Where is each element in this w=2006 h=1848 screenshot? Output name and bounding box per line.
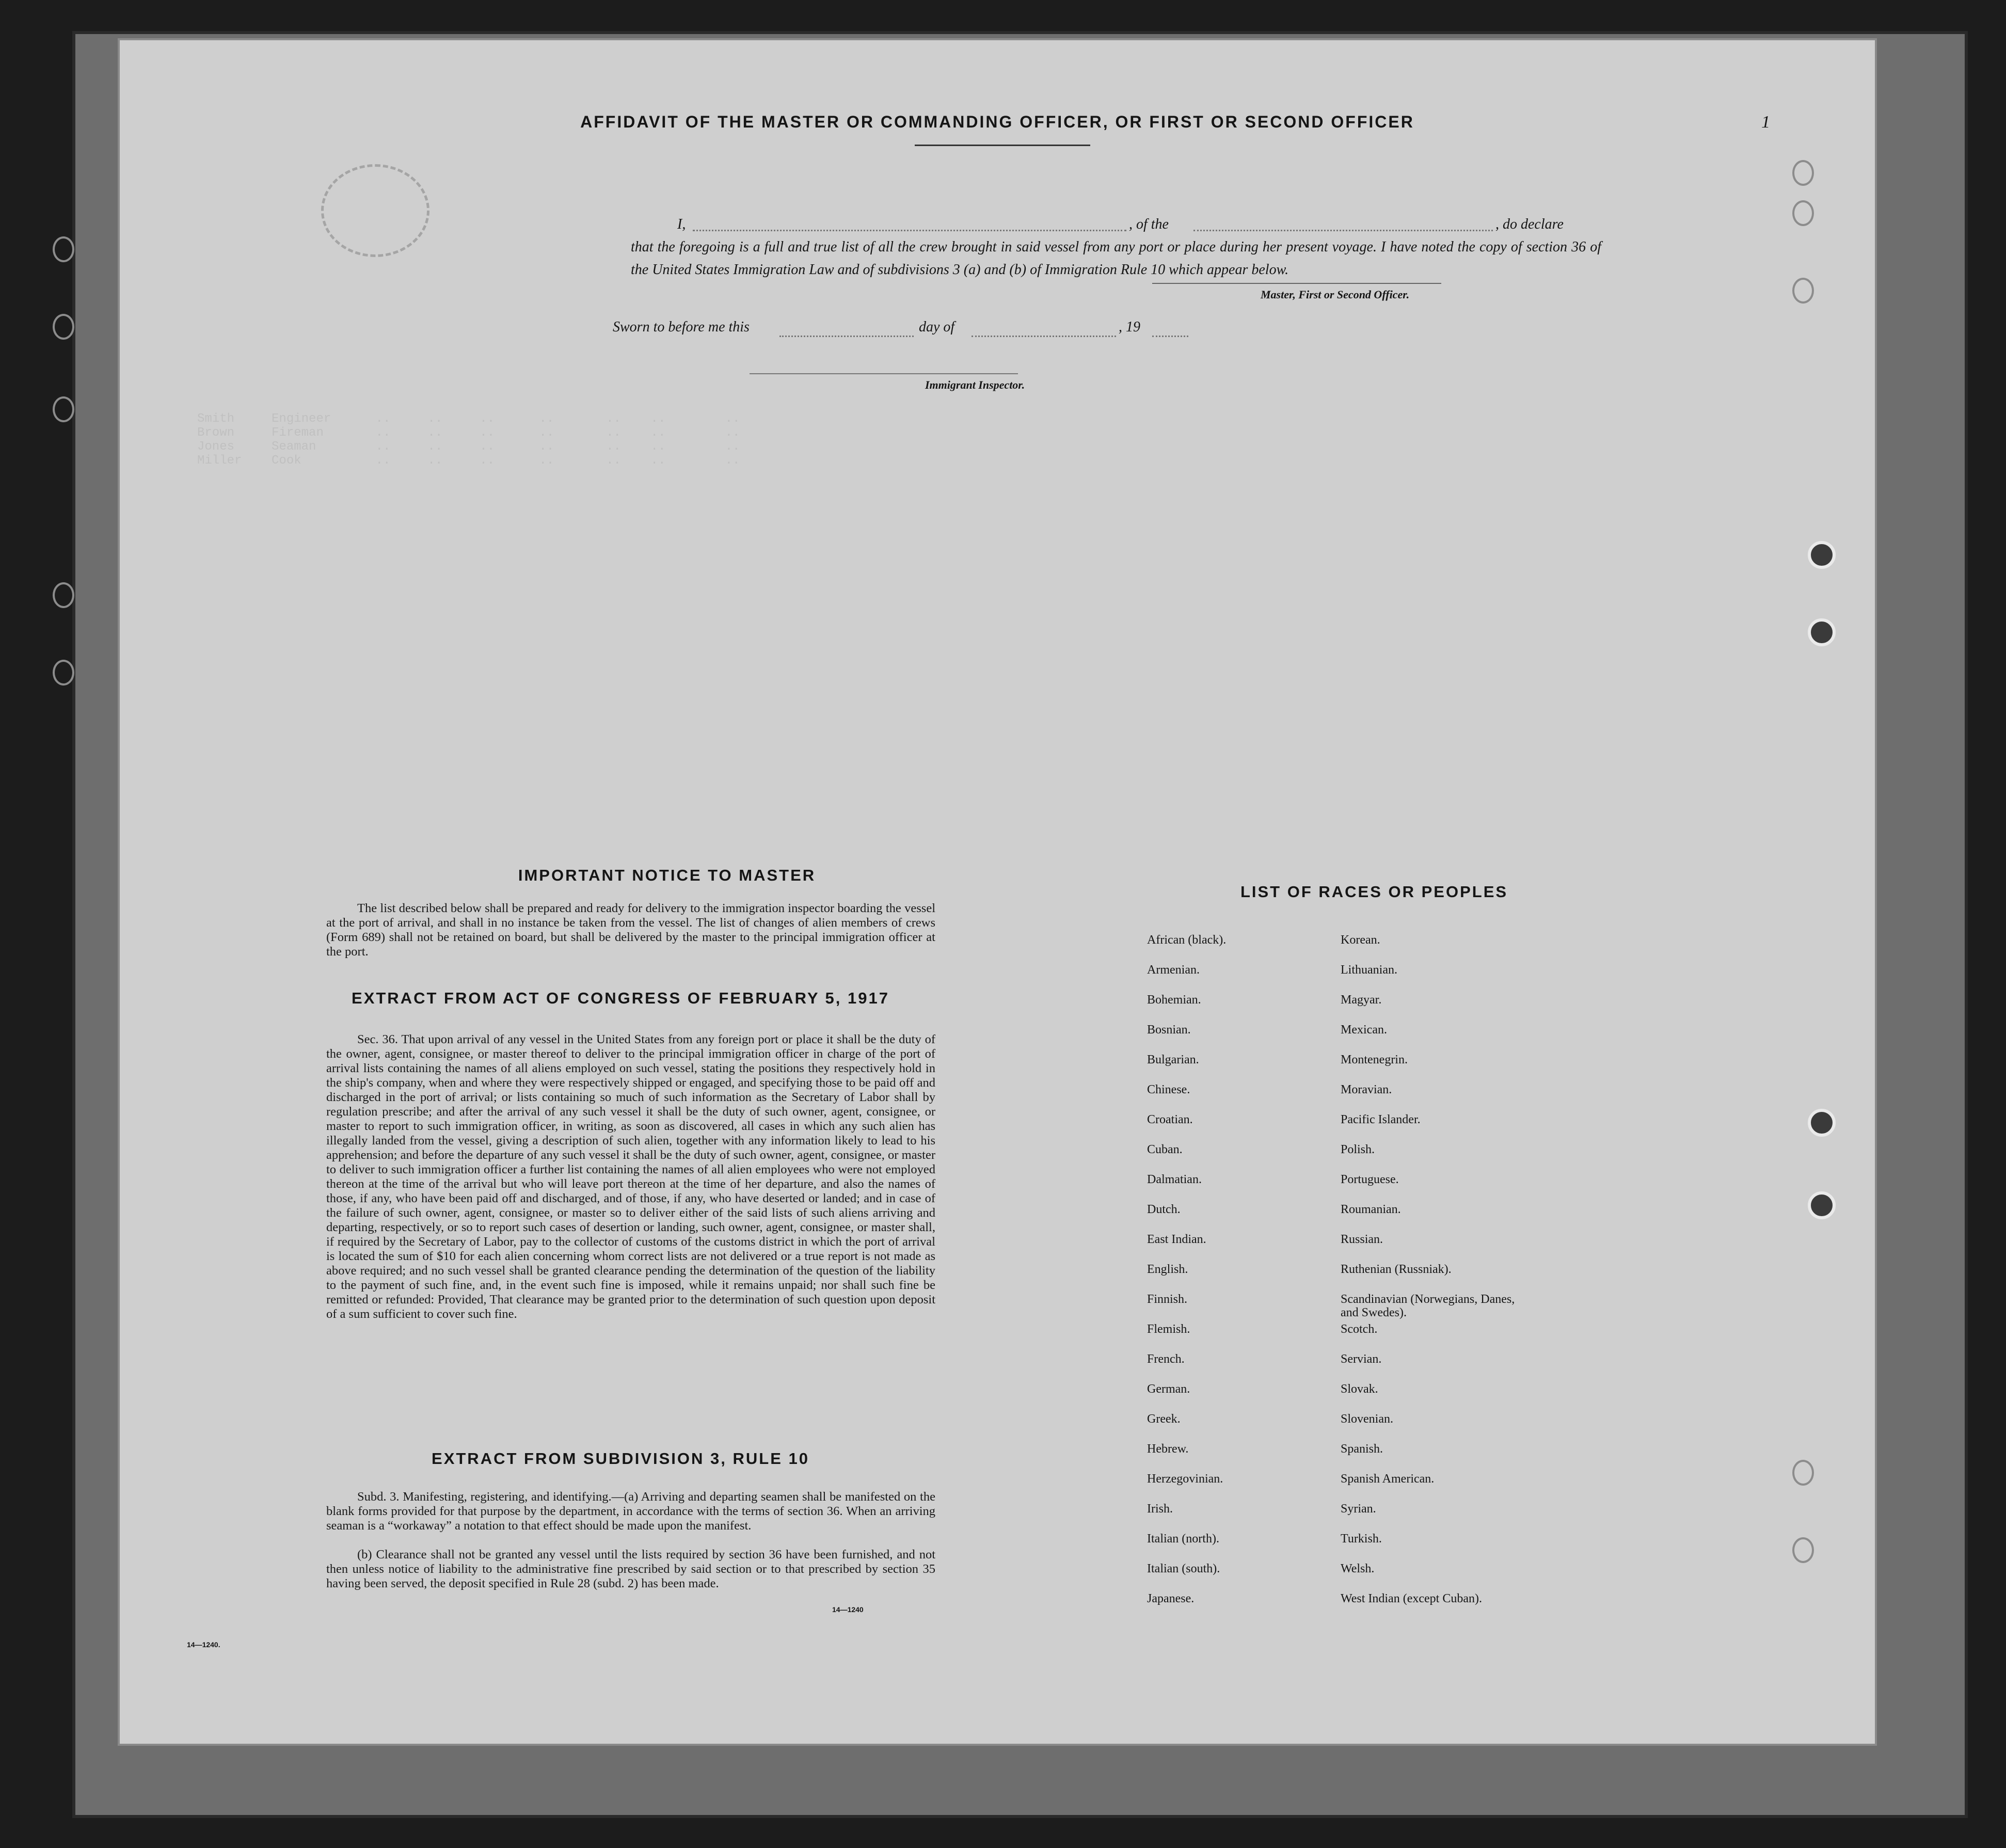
rule-extract-title: EXTRACT FROM SUBDIVISION 3, RULE 10	[432, 1449, 809, 1468]
race-item: Bosnian.	[1147, 1023, 1191, 1037]
race-item: Syrian.	[1341, 1502, 1376, 1516]
race-item: Croatian.	[1147, 1113, 1193, 1126]
rule-para-b: (b) Clearance shall not be granted any vessel until the lists required by section 36 have been furnished, and not then unless notice of liability to the administrative fine prescribed by said section or to that prescribed by section 35 having been served, the deposit specified in Rule 28 (subd. 2) has been made.	[326, 1548, 935, 1590]
act-extract-title: EXTRACT FROM ACT OF CONGRESS OF FEBRUARY 5, 1917	[352, 989, 889, 1007]
binder-hole	[1808, 541, 1836, 569]
sworn-year: , 19	[1119, 319, 1140, 335]
race-item: Spanish American.	[1341, 1472, 1435, 1486]
declaration-line	[631, 213, 1601, 236]
declare-suffix: , do declare	[1495, 216, 1564, 232]
document-page	[120, 40, 1875, 1744]
declaration-body: that the foregoing is a full and true list of all the crew brought in said vessel from any port or place during her present voyage. I have noted the copy of section 36 of the United States Immigration Law and of subdivisions 3 (a) and (b) of Immigration Rule 10 which appear below.	[631, 239, 1601, 278]
signature-line[interactable]	[1152, 283, 1441, 284]
races-title: LIST OF RACES OR PEOPLES	[1240, 883, 1508, 901]
page-number: 1	[1761, 113, 1770, 132]
act-extract-body: Sec. 36. That upon arrival of any vessel in the United States from any foreign port or place it shall be the duty of the owner, agent, consignee, or master thereof to deliver to the principal immigration officer in charge of the port of arrival lists containing the names of all aliens employed on such vessel, stating the positions they respectively hold in the ship's company, when and where they were respectively shipped or engaged, and specifying those to be paid off and discharged in the port of arrival; or lists containing so much of such information as the Secretary of Labor shall by regulation prescribe; and after the arrival of any such vessel it shall be the duty of such owner, agent, consignee, or master to report to such immigration officer, in writing, as soon as discovered, all cases in which any such alien has illegally landed from the vessel, giving a description of such alien, together with any information likely to lead to his apprehension; and before the departure of any such vessel it shall be the duty of such owner, agent, consignee, or master to deliver to such immigration officer a further list containing the names of all alien employees who were not employed thereon at the time of the arrival but who will leave port thereon at the time of her departure, and also the names of those, if any, who have been paid off and discharged, and of those, if any, who have deserted or landed; and in case of the failure of such owner, agent, consignee, or master so to deliver either of the said lists of such aliens arriving and departing, respectively, or so to report such cases of desertion or landing, such owner, agent, consignee, or master shall, if required by the Secretary of Labor, pay to the collector of customs of the customs district in which the port of arrival is located the sum of $10 for each alien concerning whom correct lists are not delivered or a true report is not made as above required; and no such vessel shall be granted clearance pending the determination of the question of the liability to the payment of such fine, and, in the event such fine is imposed, while it remains unpaid; nor shall such fine be remitted or refunded: Provided, That clearance may be granted prior to the determination of such question upon deposit of a sum sufficient to cover such fine.	[326, 1032, 935, 1321]
race-item: Italian (north).	[1147, 1532, 1219, 1546]
race-item: Japanese.	[1147, 1592, 1195, 1605]
race-item: Russian.	[1341, 1233, 1383, 1246]
race-item: Chinese.	[1147, 1083, 1190, 1096]
race-item: German.	[1147, 1382, 1190, 1396]
declarant-prefix: I,	[677, 216, 686, 232]
race-item: Bohemian.	[1147, 993, 1201, 1007]
race-item: East Indian.	[1147, 1233, 1206, 1246]
race-item: Scotch.	[1341, 1323, 1378, 1336]
race-item: Welsh.	[1341, 1562, 1375, 1575]
binder-hole	[1808, 618, 1836, 646]
race-item: Korean.	[1341, 933, 1380, 947]
binder-hole	[53, 314, 74, 340]
race-item: Spanish.	[1341, 1442, 1383, 1456]
race-item: Dutch.	[1147, 1203, 1181, 1216]
race-item: Polish.	[1341, 1143, 1375, 1156]
race-item: Turkish.	[1341, 1532, 1382, 1546]
race-item: Herzegovinian.	[1147, 1472, 1223, 1486]
postmark-stamp	[321, 164, 429, 257]
sworn-day-field[interactable]	[779, 336, 914, 337]
race-item: Irish.	[1147, 1502, 1173, 1516]
race-item: African (black).	[1147, 933, 1227, 947]
sworn-text: Sworn to before me this	[613, 319, 750, 335]
binder-hole	[1808, 1191, 1836, 1219]
notice-title: IMPORTANT NOTICE TO MASTER	[518, 866, 816, 884]
declarant-name-field[interactable]	[693, 230, 1126, 231]
race-item: Armenian.	[1147, 963, 1200, 977]
sworn-year-field[interactable]	[1152, 336, 1188, 337]
race-item: Mexican.	[1341, 1023, 1387, 1037]
binder-hole	[1792, 200, 1814, 226]
form-number: 14—1240	[832, 1605, 864, 1614]
race-item: Ruthenian (Russniak).	[1341, 1263, 1452, 1276]
vessel-prefix: , of the	[1129, 216, 1169, 232]
race-item: French.	[1147, 1352, 1185, 1366]
binder-hole	[53, 396, 74, 422]
race-item: Magyar.	[1341, 993, 1382, 1007]
race-item: English.	[1147, 1263, 1188, 1276]
race-item: Lithuanian.	[1341, 963, 1397, 977]
binder-hole	[1792, 1460, 1814, 1486]
race-item: Bulgarian.	[1147, 1053, 1199, 1066]
inspector-signature-line[interactable]	[750, 373, 1018, 374]
race-item: Slovak.	[1341, 1382, 1378, 1396]
race-item: Greek.	[1147, 1412, 1181, 1426]
race-item: Slovenian.	[1341, 1412, 1393, 1426]
affidavit-declaration	[631, 213, 1601, 281]
races-left-column	[1147, 933, 1323, 1622]
races-right-column	[1341, 933, 1557, 1622]
race-item: Pacific Islander.	[1341, 1113, 1421, 1126]
inspector-label: Immigrant Inspector.	[925, 378, 1025, 391]
binder-hole	[1792, 278, 1814, 304]
binder-hole	[53, 582, 74, 608]
rule-para-a: Subd. 3. Manifesting, registering, and identifying.—(a) Arriving and departing seamen shall be manifested on the blank forms provided for that purpose by the department, in accordance with the terms of section 36. When an arriving seaman is a “workaway” a notation to that effect should be made upon the manifest.	[326, 1490, 935, 1533]
race-item: Hebrew.	[1147, 1442, 1189, 1456]
binder-hole	[1792, 160, 1814, 186]
signer-label: Master, First or Second Officer.	[1261, 288, 1410, 301]
race-item: Moravian.	[1341, 1083, 1392, 1096]
race-item: Italian (south).	[1147, 1562, 1220, 1575]
race-item: West Indian (except Cuban).	[1341, 1592, 1482, 1605]
race-item: Servian.	[1341, 1352, 1382, 1366]
notice-body: The list described below shall be prepared and ready for delivery to the immigration inspector boarding the vessel at the port of arrival, and shall in no instance be taken from the vessel. The list of changes of alien members of crews (Form 689) shall not be retained on board, but shall be delivered by the master to the principal immigration officer at the port.	[326, 901, 935, 959]
race-item: Montenegrin.	[1341, 1053, 1408, 1066]
binder-hole	[53, 660, 74, 686]
title-rule	[915, 145, 1090, 146]
race-item: Dalmatian.	[1147, 1173, 1202, 1186]
binder-hole	[1792, 1537, 1814, 1563]
race-item: Finnish.	[1147, 1293, 1188, 1306]
race-item: Portuguese.	[1341, 1173, 1399, 1186]
race-item: Scandinavian (Norwegians, Danes, and Swedes).	[1341, 1293, 1515, 1319]
affidavit-title: AFFIDAVIT OF THE MASTER OR COMMANDING OFFICER, OR FIRST OR SECOND OFFICER	[580, 113, 1414, 131]
sworn-dayof: day of	[919, 319, 955, 335]
race-item: Cuban.	[1147, 1143, 1183, 1156]
corner-form-number: 14—1240.	[187, 1640, 220, 1649]
binder-hole	[53, 236, 74, 262]
bleed-through-text: Smith Engineer .. .. .. .. .. .. .. Brown Fireman .. .. .. .. .. .. .. Jones Seaman .. .. .. .. .. .. .. Miller Cook .. .. .. .. .. .. ..	[197, 412, 740, 468]
binder-hole	[1808, 1109, 1836, 1137]
race-item: Roumanian.	[1341, 1203, 1401, 1216]
vessel-name-field[interactable]	[1193, 230, 1493, 231]
race-item: Flemish.	[1147, 1323, 1190, 1336]
sworn-month-field[interactable]	[972, 336, 1116, 337]
